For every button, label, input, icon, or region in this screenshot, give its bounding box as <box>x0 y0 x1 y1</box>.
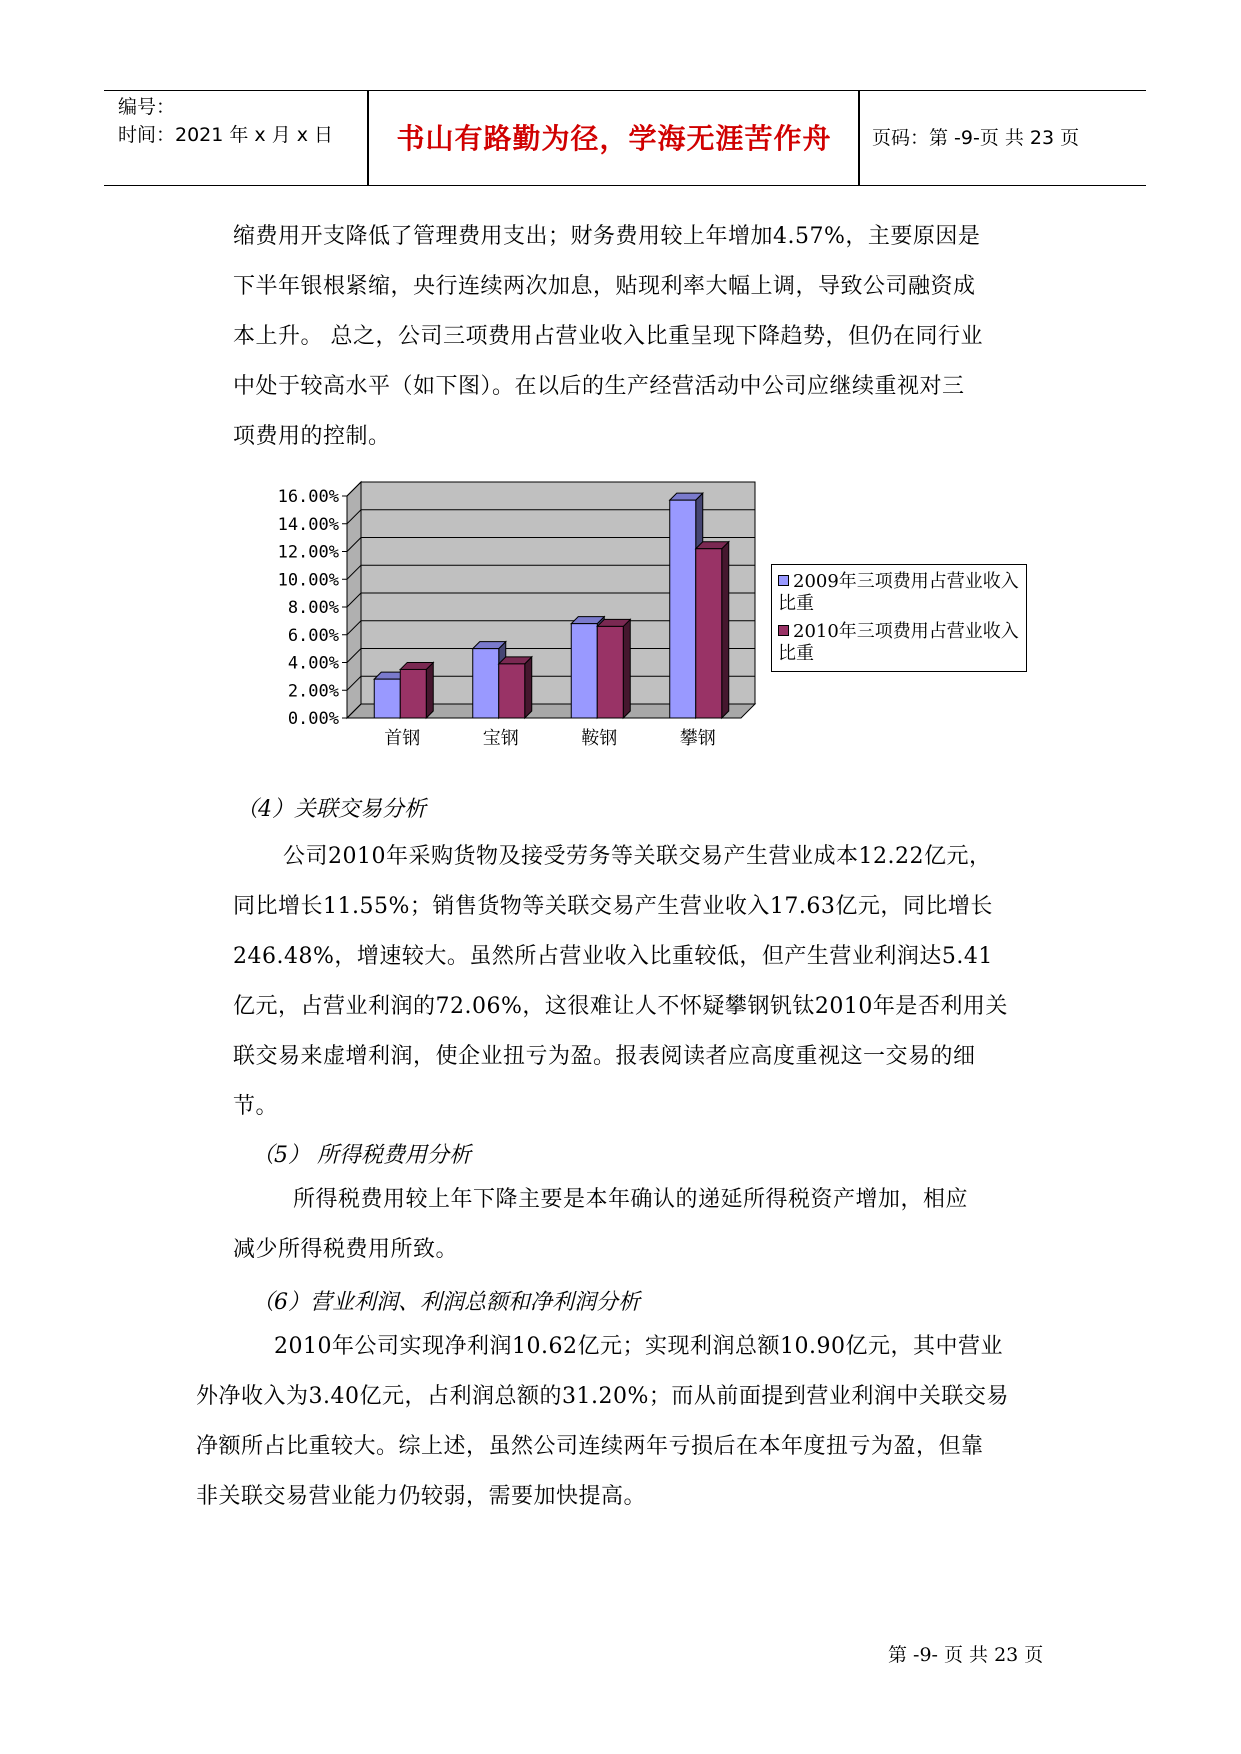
header-divider <box>858 91 860 185</box>
bar <box>473 649 499 718</box>
x-tick-label: 鞍钢 <box>581 728 618 749</box>
bar <box>571 624 597 718</box>
text-line: 亿元，占营业利润的72.06%，这很难让人不怀疑攀钢钒钛2010年是否利用关 <box>233 994 1008 1019</box>
bar <box>499 664 525 718</box>
chart-legend <box>771 564 1027 672</box>
text-line: 非关联交易营业能力仍较弱，需要加快提高。 <box>196 1484 647 1509</box>
header-left <box>118 93 333 149</box>
bar-side <box>722 542 729 718</box>
text-line: 本上升。 总之，公司三项费用占营业收入比重呈现下降趋势，但仍在同行业 <box>233 324 983 349</box>
bar <box>400 669 426 718</box>
text-line: 所得税费用较上年下降主要是本年确认的递延所得税资产增加，相应 <box>293 1187 969 1212</box>
page-header <box>104 90 1146 186</box>
bar <box>670 500 696 718</box>
intro-paragraph <box>233 212 1063 462</box>
text-line: 中处于较高水平（如下图）。在以后的生产经营活动中公司应继续重视对三 <box>233 374 965 399</box>
section-5-body <box>233 1175 1063 1275</box>
text-line: 同比增长11.55%；销售货物等关联交易产生营业收入17.63亿元，同比增长 <box>233 894 993 919</box>
section-5-title: （5） 所得税费用分析 <box>252 1143 471 1168</box>
bar-side <box>525 657 532 718</box>
legend-item-2009 <box>778 571 1022 615</box>
x-tick-label: 首钢 <box>384 728 421 749</box>
header-divider <box>367 91 369 185</box>
text-line: 缩费用开支降低了管理费用支出；财务费用较上年增加4.57%，主要原因是 <box>233 224 981 249</box>
y-tick-label: 10.00% <box>277 570 339 591</box>
header-motto: 书山有路勤为径，学海无涯苦作舟 <box>396 122 832 155</box>
text-line: 减少所得税费用所致。 <box>233 1237 459 1262</box>
text-line: 外净收入为3.40亿元，占利润总额的31.20%；而从前面提到营业利润中关联交易 <box>196 1384 1009 1409</box>
text-line: 下半年银根紧缩，央行连续两次加息，贴现利率大幅上调，导致公司融资成 <box>233 274 976 299</box>
y-tick-label: 16.00% <box>277 487 339 507</box>
section-6-title: （6）营业利润、利润总额和净利润分析 <box>252 1290 640 1315</box>
x-tick-label: 攀钢 <box>679 728 716 749</box>
legend-swatch-2010 <box>778 625 789 636</box>
x-tick-label: 宝钢 <box>482 728 519 749</box>
text-line: 公司2010年采购货物及接受劳务等关联交易产生营业成本12.22亿元， <box>283 844 992 869</box>
text-line: 项费用的控制。 <box>233 424 391 449</box>
y-tick-label: 8.00% <box>287 598 339 618</box>
bar-side <box>426 662 433 718</box>
bar <box>597 626 623 718</box>
header-page-info: 页码：第 -9-页 共 23 页 <box>872 127 1080 149</box>
bar <box>696 549 722 718</box>
legend-swatch-2009 <box>778 575 789 586</box>
y-tick-label: 2.00% <box>287 681 339 702</box>
y-tick-label: 12.00% <box>277 542 339 563</box>
y-tick-label: 6.00% <box>287 625 339 646</box>
bar-side <box>623 619 630 718</box>
section-6-body <box>196 1322 1066 1522</box>
bar <box>374 679 400 718</box>
code-label: 编号： <box>118 96 176 118</box>
text-line: 2010年公司实现净利润10.62亿元；实现利润总额10.90亿元，其中营业 <box>274 1334 1003 1359</box>
section-4-title: （4）关联交易分析 <box>236 797 426 822</box>
section-4-body <box>233 832 1063 1132</box>
y-tick-label: 4.00% <box>287 653 339 674</box>
text-line: 246.48%，增速较大。虽然所占营业收入比重较低，但产生营业利润达5.41 <box>233 944 993 969</box>
text-line: 联交易来虚增利润，使企业扭亏为盈。报表阅读者应高度重视这一交易的细 <box>233 1044 976 1069</box>
y-tick-label: 0.00% <box>287 709 339 729</box>
legend-label-2009: 2009年三项费用占营业收入比重 <box>778 571 1019 614</box>
legend-label-2010: 2010年三项费用占营业收入比重 <box>778 621 1019 664</box>
text-line: 节。 <box>233 1094 279 1119</box>
y-tick-label: 14.00% <box>277 514 339 535</box>
page-footer: 第 -9- 页 共 23 页 <box>888 1644 1044 1666</box>
legend-item-2010 <box>778 621 1022 665</box>
text-line: 净额所占比重较大。综上述，虽然公司连续两年亏损后在本年度扭亏为盈，但靠 <box>196 1434 984 1459</box>
time-label: 时间：2021 年 x 月 x 日 <box>118 124 334 146</box>
